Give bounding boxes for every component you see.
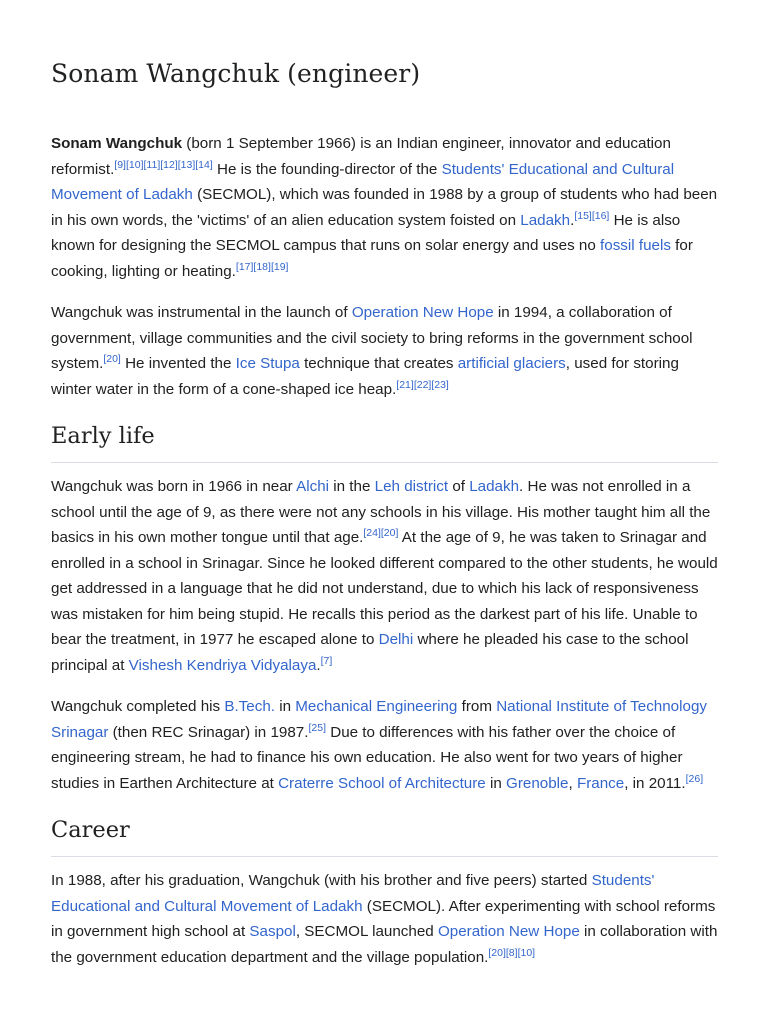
link-artificial-glaciers[interactable]: artificial glaciers [457,355,566,372]
intro-paragraph-1 [51,131,718,284]
link-nit-srinagar[interactable]: National Institute of Technology Srinagar [51,698,707,741]
citation-7[interactable]: [7] [320,654,333,667]
citation-19[interactable]: [19] [270,260,289,273]
citation-9[interactable]: [9] [114,158,126,171]
citation-10[interactable]: [10] [125,158,144,171]
link-secmol[interactable]: Students' Educational and Cultural Movement of Ladakh [51,160,675,203]
citation-18[interactable]: [18] [253,260,271,273]
text: in collaboration with the government education department and the village population. [51,923,718,966]
subject-name: Sonam Wangchuk [51,135,183,152]
text: Due to differences with his father over the choice of engineering stream, he had to finance his own education. He also went for two years of higher studies in Earthen Architecture at [51,723,683,792]
text: in [275,698,296,715]
early-life-paragraph-1 [51,474,718,678]
citation-21[interactable]: [21] [396,378,414,391]
citation-10[interactable]: [10] [517,946,536,959]
link-leh-district[interactable]: Leh district [374,478,449,495]
text: in [485,774,507,792]
text: He invented the [120,355,236,372]
link-ladakh[interactable]: Ladakh [469,478,520,495]
text: . He was not enrolled in a school until the age of 9, as there were not any schools in his village. His mother taught him all the basics in his own mother tongue until that age. [51,478,711,546]
text: in the [329,478,375,495]
citation-12[interactable]: [12] [160,158,178,171]
text: He is also known for designing the SECMOL campus that runs on solar energy and uses no [51,211,681,254]
text: Wangchuk was instrumental in the launch of [51,304,352,321]
text: for cooking, lighting or heating. [51,237,693,280]
text: in 1994, a collaboration of government, village communities and the civil society to bring reforms in the government school system. [51,304,693,372]
text: , SECMOL launched [295,923,438,940]
link-fossil-fuels[interactable]: fossil fuels [600,237,671,254]
text: Wangchuk was born in 1966 in near [51,478,297,495]
link-ice-stupa[interactable]: Ice Stupa [235,355,300,372]
citation-14[interactable]: [14] [195,158,213,171]
citation-15[interactable]: [15] [574,209,592,222]
link-craterre[interactable]: Craterre School of Architecture [278,774,486,792]
citation-26[interactable]: [26] [685,772,704,785]
link-saspol[interactable]: Saspol [249,923,296,940]
text: of [448,478,470,495]
link-france[interactable]: France [576,774,625,792]
link-btech[interactable]: B.Tech. [224,698,275,715]
citation-23[interactable]: [23] [431,378,449,391]
citation-25[interactable]: [25] [308,721,326,734]
text: (then REC Srinagar) in 1987. [108,723,309,741]
citation-20[interactable]: [20] [103,352,121,365]
citation-11[interactable]: [11] [143,158,161,171]
citation-8[interactable]: [8] [505,946,518,959]
text: , [568,774,577,792]
citation-24[interactable]: [24] [363,526,381,539]
citation-20[interactable]: [20] [488,946,506,959]
text: technique that creates [299,355,458,372]
intro-paragraph-2 [51,300,718,402]
section-heading-career: Career [51,815,718,857]
text: In 1988, after his graduation, Wangchuk (with his brother and five peers) started [51,872,592,889]
article-page [51,0,718,970]
link-operation-new-hope[interactable]: Operation New Hope [351,304,494,321]
text: , used for storing winter water in the form of a cone-shaped ice heap. [51,355,679,398]
link-alchi[interactable]: Alchi [296,478,330,495]
link-secmol[interactable]: Students' Educational and Cultural Movement of Ladakh [51,872,655,915]
text: where he pleaded his case to the school principal at [51,631,689,674]
link-vishesh-kendriya-vidyalaya[interactable]: Vishesh Kendriya Vidyalaya [128,656,317,674]
page-title: Sonam Wangchuk (engineer) [51,59,421,88]
section-heading-early-life: Early life [51,421,718,463]
citation-16[interactable]: [16] [591,209,610,222]
link-grenoble[interactable]: Grenoble [506,774,569,792]
link-ladakh[interactable]: Ladakh [520,211,571,229]
text: He is the founding-director of the [212,160,442,178]
text: Wangchuk completed his [51,698,225,715]
text: , in 2011. [624,774,686,792]
text: At the age of 9, he was taken to Srinagar and enrolled in a school in Srinagar. Since he looked different compared to the other students, he would get addressed in a language that he did not understand, due to which his lack of responsiveness was mistaken for him being stupid. He recalls this period as the darkest part of his life. Unable to bear the treatment, in 1977 he escaped alone to [51,529,718,648]
text: (SECMOL), which was founded in 1988 by a group of students who had been in his own words, the 'victims' of an alien education system foisted on [51,186,718,229]
text: . [570,211,575,229]
career-paragraph-1 [51,868,718,970]
text: . [316,656,321,674]
citation-20[interactable]: [20] [380,526,399,539]
citation-22[interactable]: [22] [413,378,432,391]
text: from [457,698,497,715]
citation-17[interactable]: [17] [235,260,254,273]
text: (SECMOL). After experimenting with school reforms in government high school at [51,897,716,940]
text: (born 1 September 1966) is an Indian engineer, innovator and education reformist. [51,135,671,178]
early-life-paragraph-2 [51,694,718,796]
link-mechanical-engineering[interactable]: Mechanical Engineering [295,698,458,715]
link-operation-new-hope[interactable]: Operation New Hope [437,923,580,940]
link-delhi[interactable]: Delhi [378,631,414,648]
citation-13[interactable]: [13] [177,158,196,171]
